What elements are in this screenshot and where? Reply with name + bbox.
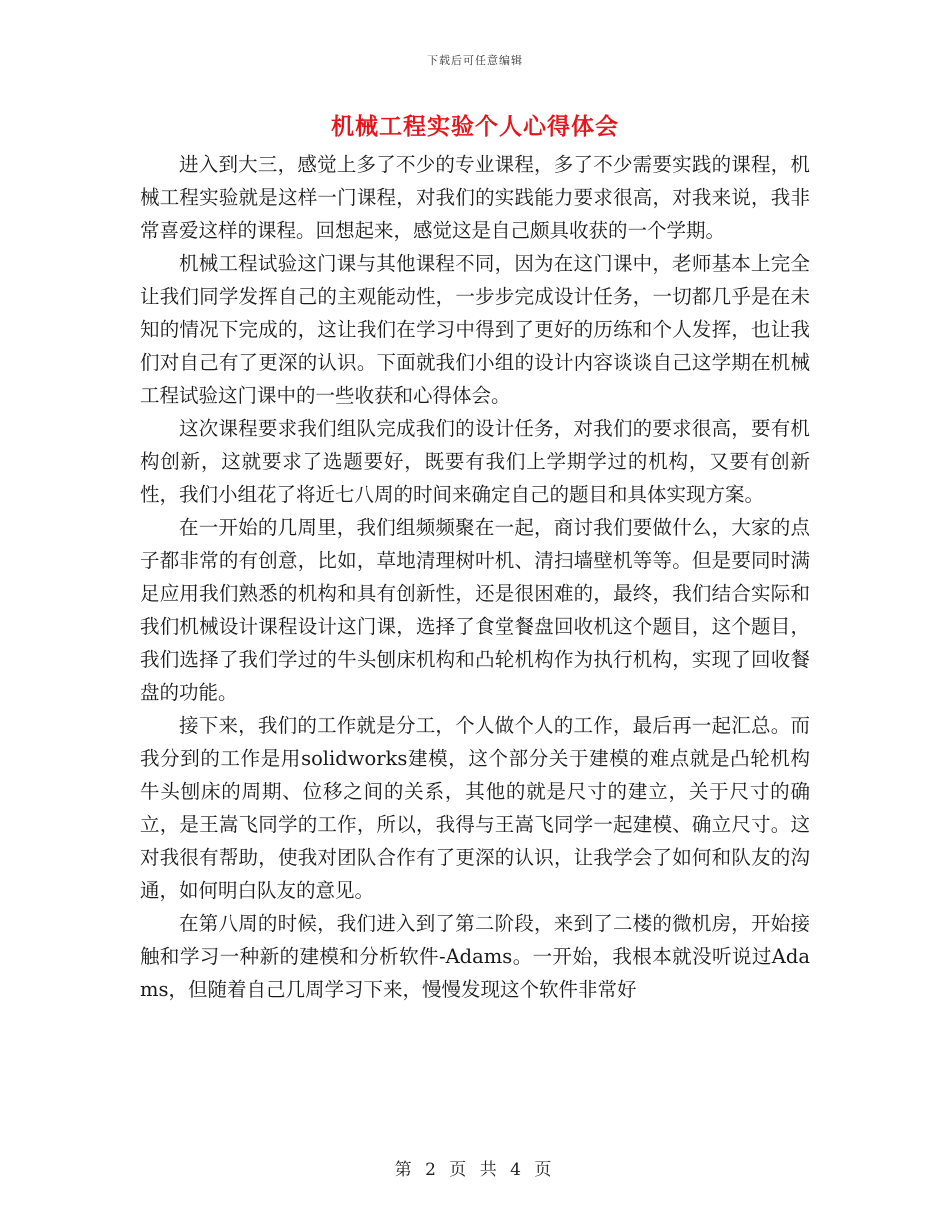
page-header-note: 下载后可任意编辑 [427,54,523,67]
paragraph-5: 接下来，我们的工作就是分工，个人做个人的工作，最后再一起汇总。而我分到的工作是用solidworks建模，这个部分关于建模的难点就是凸轮机构牛头刨床的周期、位移之间的关系，其他的就是尺寸的建立，关于尺寸的确立，是王嵩飞同学的工作，所以，我得与王嵩飞同学一起建模、确立尺寸。这对我很有帮助，使我对团队合作有了更深的认识，让我学会了如何和队友的沟通，如何明白队友的意见。 [140,714,810,902]
document-body [140,148,810,1006]
paragraph-1: 进入到大三，感觉上多了不少的专业课程，多了不少需要实践的课程，机械工程实验就是这样一门课程，对我们的实践能力要求很高，对我来说，我非常喜爱这样的课程。回想起来，感觉这是自己颇具收获的一个学期。 [140,153,810,242]
paragraph-3: 这次课程要求我们组队完成我们的设计任务，对我们的要求很高，要有机构创新，这就要求了选题要好，既要有我们上学期学过的机构，又要有创新性，我们小组花了将近七八周的时间来确定自己的题目和具体实现方案。 [140,417,810,506]
paragraph-2: 机械工程试验这门课与其他课程不同，因为在这门课中，老师基本上完全让我们同学发挥自己的主观能动性，一步步完成设计任务，一切都几乎是在未知的情况下完成的，这让我们在学习中得到了更好的历练和个人发挥，也让我们对自己有了更深的认识。下面就我们小组的设计内容谈谈自己这学期在机械工程试验这门课中的一些收获和心得体会。 [140,252,810,407]
paragraph-4: 在一开始的几周里，我们组频频聚在一起，商讨我们要做什么，大家的点子都非常的有创意，比如，草地清理树叶机、清扫墙壁机等等。但是要同时满足应用我们熟悉的机构和具有创新性，还是很困难的，最终，我们结合实际和我们机械设计课程设计这门课，选择了食堂餐盘回收机这个题目，这个题目，我们选择了我们学过的牛头刨床机构和凸轮机构作为执行机构，实现了回收餐盘的功能。 [140,516,810,704]
paragraph-6: 在第八周的时候，我们进入到了第二阶段，来到了二楼的微机房，开始接触和学习一种新的建模和分析软件-Adams。一开始，我根本就没听说过Adams，但随着自己几周学习下来，慢慢发现这个软件非常好 [140,912,810,1001]
page-number-footer: 第 2 页 共 4 页 [394,1160,556,1180]
document-title: 机械工程实验个人心得体会 [331,113,619,140]
